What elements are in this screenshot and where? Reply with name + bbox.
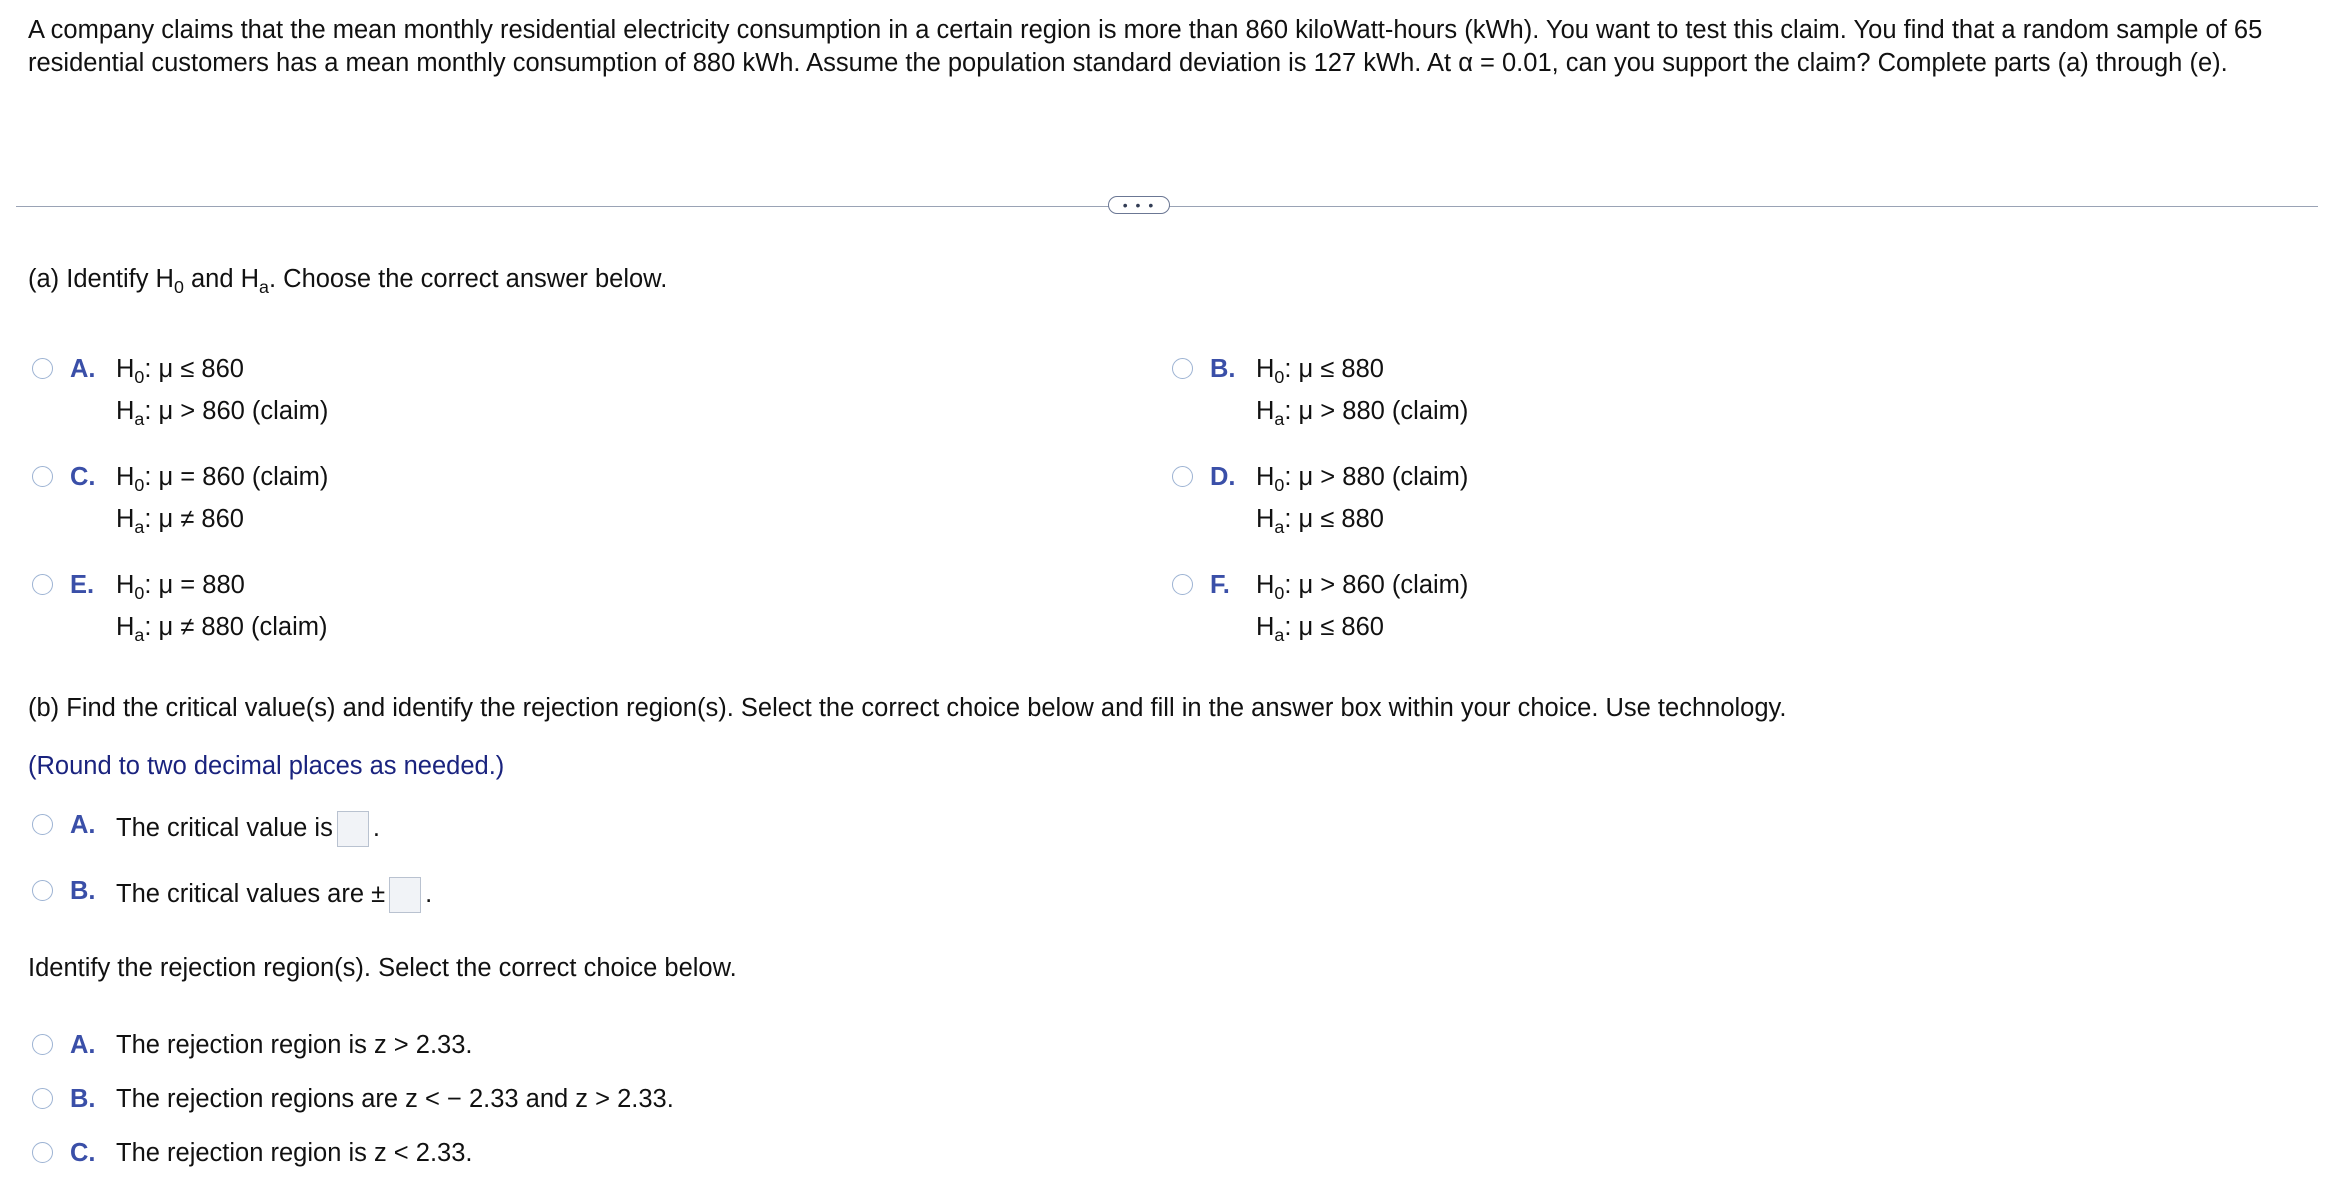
option-d-hypotheses[interactable] (1172, 456, 1872, 546)
option-letter: C. (70, 463, 96, 491)
option-letter: C. (70, 1139, 96, 1167)
critical-value-input[interactable] (337, 811, 369, 847)
option-letter: A. (70, 355, 96, 383)
option-a-hypotheses[interactable] (32, 348, 732, 438)
region-option-b[interactable] (32, 1078, 832, 1120)
region-text: The rejection region is z < 2.33. (116, 1139, 473, 1167)
region-option-a[interactable] (32, 1024, 832, 1066)
rounding-hint: (Round to two decimal places as needed.) (28, 752, 505, 780)
part-b-prompt: (b) Find the critical value(s) and identify the rejection region(s). Select the correct choice below and fill in the answer box within your choice. Use technology. (28, 694, 1787, 722)
problem-statement: A company claims that the mean monthly residential electricity consumption in a certain region is more than 860 kiloWatt-hours (kWh). You want to test this claim. You find that a random sample of 65 residential customers has a mean monthly consumption of 880 kWh. Assume the population standard deviation is 127 kWh. At α = 0.01, can you support the claim? Complete parts (a) through (e). (28, 16, 2263, 77)
radio-button[interactable] (32, 1034, 53, 1055)
alternative-hypothesis: $H_a$: μ > 860 (claim) (116, 397, 329, 430)
option-c-hypotheses[interactable] (32, 456, 732, 546)
radio-button[interactable] (32, 880, 53, 901)
radio-button[interactable] (32, 1088, 53, 1109)
option-b-hypotheses[interactable] (1172, 348, 1872, 438)
option-letter: E. (70, 571, 95, 599)
radio-button[interactable] (32, 358, 53, 379)
region-text: The rejection region is z > 2.33. (116, 1031, 473, 1059)
radio-button[interactable] (1172, 466, 1193, 487)
option-letter: B. (1210, 355, 1236, 383)
alternative-hypothesis: $H_a$: μ ≤ 860 (1256, 613, 1384, 646)
alternative-hypothesis: $H_a$: μ ≤ 880 (1256, 505, 1384, 538)
radio-button[interactable] (1172, 574, 1193, 595)
critical-values-text: The critical values are ± . (116, 873, 432, 915)
null-hypothesis: $H_0$: μ > 860 (claim) (1256, 571, 1469, 604)
part-a-prompt: (a) Identify $H_0$ and $H_a$. Choose the correct answer below. (28, 265, 668, 298)
critical-values-input[interactable] (389, 877, 421, 913)
radio-button[interactable] (32, 814, 53, 835)
region-option-c[interactable] (32, 1132, 832, 1174)
region-text: The rejection regions are z < − 2.33 and z > 2.33. (116, 1085, 674, 1113)
rejection-region-prompt: Identify the rejection region(s). Select the correct choice below. (28, 954, 737, 982)
expand-more-button[interactable]: • • • (1108, 196, 1170, 214)
option-e-hypotheses[interactable] (32, 564, 732, 654)
option-letter: A. (70, 811, 96, 839)
radio-button[interactable] (32, 1142, 53, 1163)
radio-button[interactable] (1172, 358, 1193, 379)
alternative-hypothesis: $H_a$: μ ≠ 880 (claim) (116, 613, 328, 646)
option-letter: B. (70, 877, 96, 905)
critical-option-a[interactable] (32, 804, 632, 854)
option-letter: B. (70, 1085, 96, 1113)
null-hypothesis: $H_0$: μ ≤ 860 (116, 355, 244, 388)
null-hypothesis: $H_0$: μ > 880 (claim) (1256, 463, 1469, 496)
option-letter: F. (1210, 571, 1230, 599)
alternative-hypothesis: $H_a$: μ > 880 (claim) (1256, 397, 1469, 430)
alternative-hypothesis: $H_a$: μ ≠ 860 (116, 505, 244, 538)
radio-button[interactable] (32, 466, 53, 487)
critical-value-text: The critical value is . (116, 807, 380, 849)
null-hypothesis: $H_0$: μ ≤ 880 (1256, 355, 1384, 388)
option-f-hypotheses[interactable] (1172, 564, 1872, 654)
option-letter: A. (70, 1031, 96, 1059)
null-hypothesis: $H_0$: μ = 880 (116, 571, 245, 604)
null-hypothesis: $H_0$: μ = 860 (claim) (116, 463, 329, 496)
option-letter: D. (1210, 463, 1236, 491)
radio-button[interactable] (32, 574, 53, 595)
critical-option-b[interactable] (32, 870, 632, 920)
